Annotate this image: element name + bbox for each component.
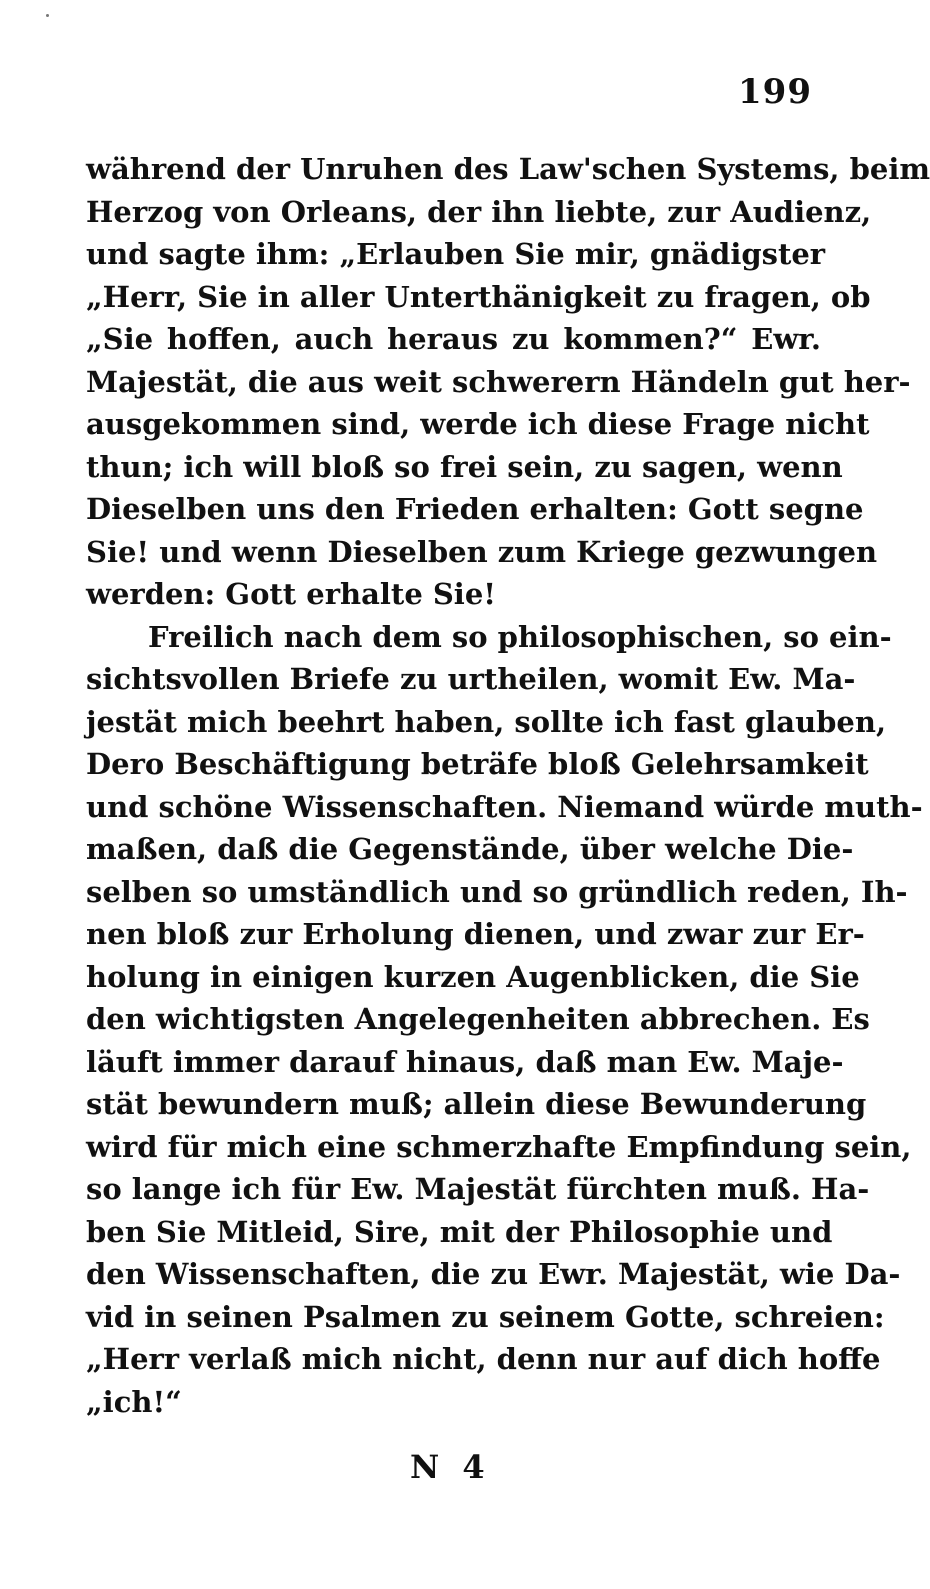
paragraph-start-line: Freilich nach dem so philosophischen, so ein- xyxy=(148,619,892,654)
text-line: „ich!“ xyxy=(86,1384,182,1419)
text-line: den wichtigsten Angelegenheiten abbrechen. Es xyxy=(86,1002,870,1036)
page-number: 199 xyxy=(738,72,812,112)
text-line: werden: Gott erhalte Sie! xyxy=(86,577,497,611)
text-line: und schöne Wissenschaften. Niemand würde muth- xyxy=(86,789,923,824)
text-line: stät bewundern muß; allein diese Bewunderung xyxy=(86,1087,867,1121)
text-line: Herzog von Orleans, der ihn liebte, zur Audienz, xyxy=(86,194,872,229)
text-line: Majestät, die aus weit schwerern Händeln gut her- xyxy=(86,364,911,399)
text-line: und sagte ihm: „Erlauben Sie mir, gnädigster xyxy=(86,237,826,271)
text-line: „Herr verlaß mich nicht, denn nur auf dich hoffe xyxy=(86,1342,881,1376)
printer-signature-mark: N 4 xyxy=(410,1448,491,1486)
paper-speck xyxy=(46,14,49,17)
text-line: ausgekommen sind, werde ich diese Frage nicht xyxy=(86,407,870,441)
text-line: Dero Beschäftigung beträfe bloß Gelehrsamkeit xyxy=(86,747,869,781)
text-line: thun; ich will bloß so frei sein, zu sagen, wenn xyxy=(86,449,843,484)
text-line: „Herr, Sie in aller Unterthänigkeit zu fragen, ob xyxy=(86,279,871,314)
text-line: nen bloß zur Erholung dienen, und zwar zur Er- xyxy=(86,917,865,951)
text-line: ben Sie Mitleid, Sire, mit der Philosophie und xyxy=(86,1214,833,1249)
text-line: holung in einigen kurzen Augenblicken, die Sie xyxy=(86,959,860,994)
body-text xyxy=(86,148,930,1423)
text-line: wird für mich eine schmerzhafte Empfindung sein, xyxy=(86,1129,912,1164)
text-line: so lange ich für Ew. Majestät fürchten muß. Ha- xyxy=(86,1172,870,1206)
text-line: vid in seinen Psalmen zu seinem Gotte, schreien: xyxy=(86,1299,885,1334)
text-line: „Sie hoffen, auch heraus zu kommen?“ Ewr. xyxy=(86,322,821,356)
text-line: sichtsvollen Briefe zu urtheilen, womit Ew. Ma- xyxy=(86,662,856,696)
text-line: während der Unruhen des Law'schen Systems, beim xyxy=(86,152,930,186)
text-line: jestät mich beehrt haben, sollte ich fast glauben, xyxy=(86,704,887,739)
text-line: maßen, daß die Gegenstände, über welche Die- xyxy=(86,832,854,866)
text-line: läuft immer darauf hinaus, daß man Ew. Maje- xyxy=(86,1044,844,1079)
text-line: den Wissenschaften, die zu Ewr. Majestät, wie Da- xyxy=(86,1257,901,1291)
text-line: Dieselben uns den Frieden erhalten: Gott segne xyxy=(86,492,864,526)
text-line: Sie! und wenn Dieselben zum Kriege gezwungen xyxy=(86,534,878,569)
text-line: selben so umständlich und so gründlich reden, Ih- xyxy=(86,874,908,909)
